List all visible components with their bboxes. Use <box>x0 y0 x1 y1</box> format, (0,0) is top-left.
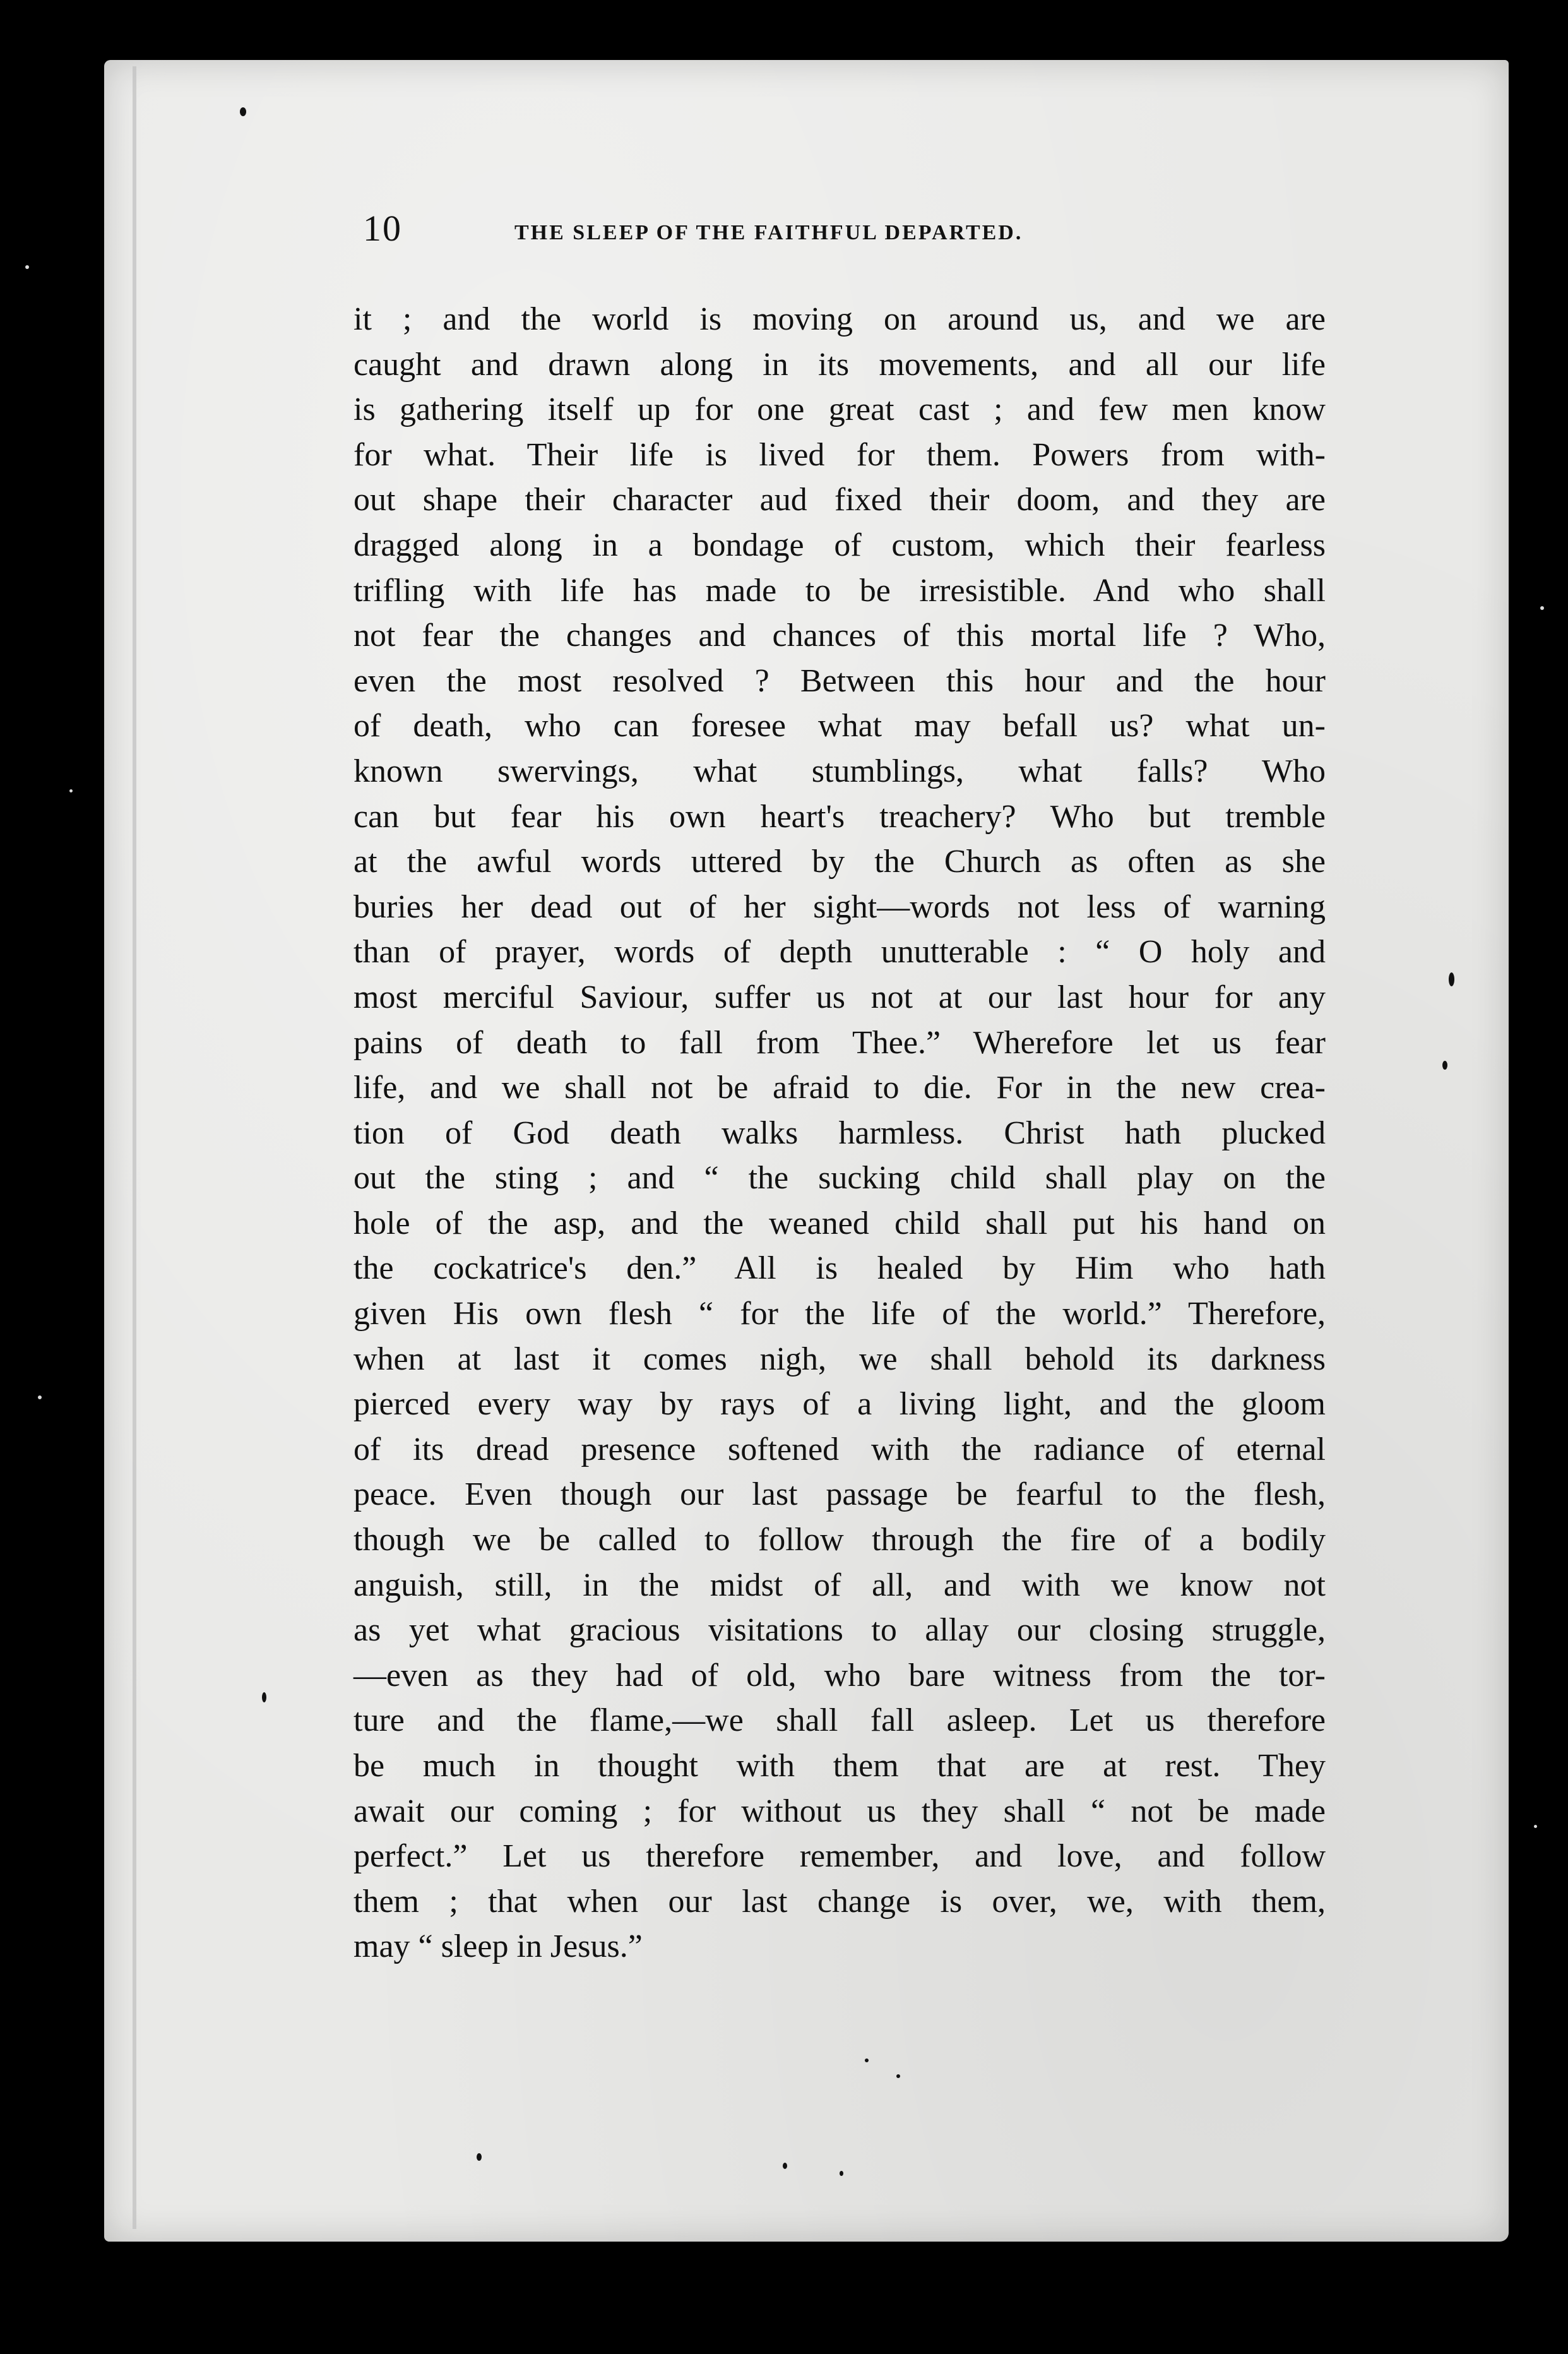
text-line: is gathering itself up for one great cast ; and few men know <box>353 391 1326 428</box>
page-number: 10 <box>363 208 402 249</box>
text-line: when at last it comes nigh, we shall behold its darkness <box>353 1341 1326 1377</box>
running-head: THE SLEEP OF THE FAITHFUL DEPARTED. <box>514 221 1023 244</box>
text-line: pains of death to fall from Thee.” Wherefore let us fear <box>353 1024 1326 1061</box>
text-line: out the sting ; and “ the sucking child shall play on the <box>353 1160 1326 1197</box>
text-line: even the most resolved ? Between this hour and the hour <box>353 662 1326 699</box>
text-line: though we be called to follow through the fire of a bodily <box>353 1522 1326 1558</box>
text-line: of its dread presence softened with the radiance of eternal <box>353 1431 1326 1467</box>
page-binding-edge <box>133 66 136 2229</box>
text-line: the cockatrice's den.” All is healed by Him who hath <box>353 1250 1326 1287</box>
text-line: be much in thought with them that are at rest. They <box>353 1748 1326 1784</box>
text-line: await our coming ; for without us they shall “ not be made <box>353 1793 1326 1829</box>
scan-speck <box>477 2153 482 2161</box>
text-line: can but fear his own heart's treachery? Who but tremble <box>353 798 1326 835</box>
scan-speck <box>783 2163 787 2169</box>
scan-speck <box>240 107 246 116</box>
scan-speck <box>1534 1825 1537 1828</box>
text-line: ture and the flame,—we shall fall asleep. Let us therefore <box>353 1702 1326 1739</box>
scan-speck <box>1540 606 1544 610</box>
text-line: known swervings, what stumblings, what falls? Who <box>353 753 1326 789</box>
text-line: peace. Even though our last passage be fearful to the flesh, <box>353 1476 1326 1513</box>
text-line: for what. Their life is lived for them. Powers from with- <box>353 436 1326 473</box>
body-text <box>353 297 1326 1969</box>
text-line: perfect.” Let us therefore remember, and love, and follow <box>353 1838 1326 1875</box>
text-line: trifling with life has made to be irresistible. And who shall <box>353 572 1326 609</box>
text-line: them ; that when our last change is over, we, with them, <box>353 1883 1326 1920</box>
text-line: at the awful words uttered by the Church as often as she <box>353 844 1326 880</box>
text-line: given His own flesh “ for the life of the world.” Therefore, <box>353 1296 1326 1332</box>
scan-speck <box>25 265 29 269</box>
scan-speck <box>262 1692 266 1702</box>
scan-speck <box>1442 1061 1447 1070</box>
text-line: not fear the changes and chances of this mortal life ? Who, <box>353 618 1326 654</box>
text-line: hole of the asp, and the weaned child shall put his hand on <box>353 1205 1326 1241</box>
text-line: —even as they had of old, who bare witness from the tor- <box>353 1657 1326 1694</box>
scan-speck <box>840 2171 843 2176</box>
text-line: life, and we shall not be afraid to die. For in the new crea- <box>353 1070 1326 1106</box>
text-line: caught and drawn along in its movements, and all our life <box>353 346 1326 383</box>
scan-speck <box>38 1395 42 1399</box>
text-line: anguish, still, in the midst of all, and with we know not <box>353 1567 1326 1603</box>
text-line: tion of God death walks harmless. Christ hath plucked <box>353 1114 1326 1151</box>
page-header <box>363 207 1310 258</box>
text-line: of death, who can foresee what may befall us? what un- <box>353 708 1326 744</box>
text-line: dragged along in a bondage of custom, which their fearless <box>353 527 1326 563</box>
text-line: buries her dead out of her sight—words not less of warning <box>353 888 1326 925</box>
text-line: pierced every way by rays of a living light, and the gloom <box>353 1386 1326 1423</box>
text-line: may “ sleep in Jesus.” <box>353 1928 643 1965</box>
text-line: most merciful Saviour, suffer us not at our last hour for any <box>353 979 1326 1015</box>
text-line: it ; and the world is moving on around us, and we are <box>353 301 1326 337</box>
text-line: as yet what gracious visitations to allay our closing struggle, <box>353 1612 1326 1649</box>
text-line: out shape their character aud fixed their doom, and they are <box>353 482 1326 518</box>
scan-speck <box>1449 972 1454 986</box>
text-line: than of prayer, words of depth unutterable : “ O holy and <box>353 934 1326 971</box>
scan-speck <box>865 2058 869 2062</box>
scan-speck <box>69 789 73 792</box>
scan-speck <box>896 2074 900 2078</box>
